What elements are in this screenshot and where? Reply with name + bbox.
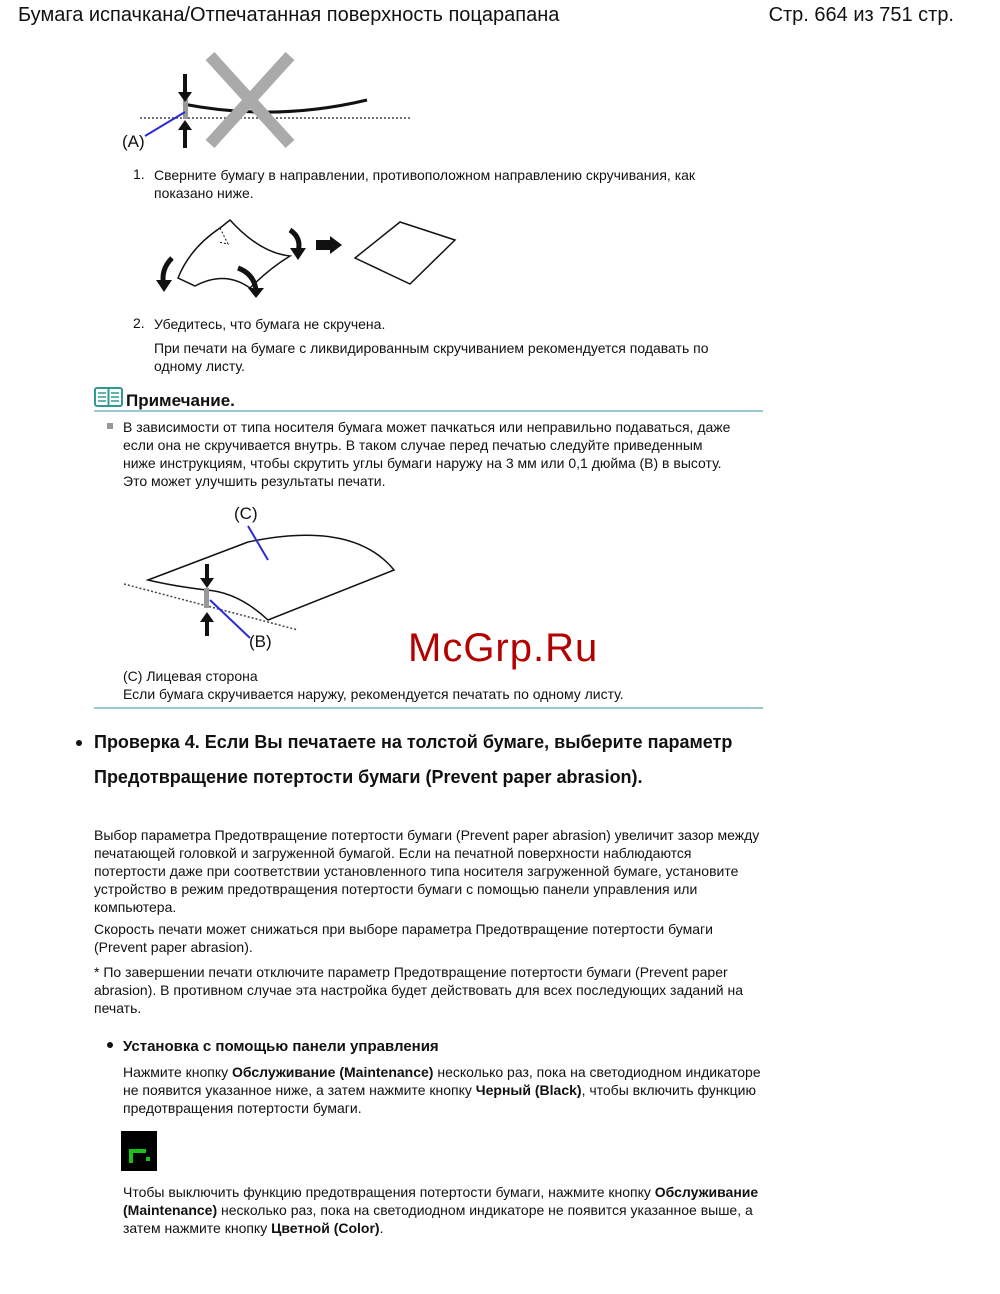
watermark: McGrp.Ru — [408, 626, 599, 670]
curled-sheet — [178, 220, 290, 288]
pointer-line-b — [210, 600, 250, 638]
section-bullet — [76, 740, 82, 746]
note-top-rule — [94, 410, 763, 412]
curled-paper-line — [183, 100, 367, 112]
step-2-extra: При печати на бумаге с ликвидированным скручиванием рекомендуется подавать по одному листу. — [154, 340, 709, 374]
section-paragraph-2: Скорость печати может снижаться при выборе параметра Предотвращение потертости бумаги (Prevent paper abrasion). — [94, 921, 713, 955]
note-caption-face: (C) Лицевая сторона — [123, 668, 258, 684]
note-book-icon — [94, 386, 124, 408]
up-arrow-head — [178, 120, 192, 130]
pointer-line-a — [145, 112, 185, 136]
curl-arrow-right-head — [290, 248, 306, 260]
section-heading: Проверка 4. Если Вы печатаете на толстой бумаге, выберите параметр Предотвращение потертости бумаги (Prevent paper abrasion). — [94, 732, 733, 787]
note-bottom-rule — [94, 707, 763, 709]
b-up-arrow-head — [200, 612, 214, 622]
sub-heading: Установка с помощью панели управления — [123, 1038, 439, 1055]
gap-marker — [183, 99, 188, 119]
step-1-text: Сверните бумагу в направлении, противоположном направлению скручивания, как показано ниже. — [154, 167, 696, 201]
note-title: Примечание. — [126, 391, 235, 410]
down-arrow-head — [178, 92, 192, 102]
step-1-number: 1. — [133, 166, 145, 182]
flat-sheet — [355, 222, 455, 284]
step-2-number: 2. — [133, 315, 145, 331]
led-indicator-icon — [121, 1131, 157, 1171]
gap-marker-b — [204, 588, 209, 608]
label-b: (B) — [249, 632, 272, 651]
step-2-text: Убедитесь, что бумага не скручена. — [154, 316, 386, 332]
page-number: Стр. 664 из 751 стр. — [768, 4, 954, 26]
maintenance-button-label: Обслуживание (Maintenance) — [232, 1064, 434, 1080]
note-caption-curl: Если бумага скручивается наружу, рекомендуется печатать по одному листу. — [123, 686, 624, 702]
color-button-label: Цветной (Color) — [271, 1220, 380, 1236]
note-bullet-square — [107, 423, 113, 429]
curl-arrow-left-head — [156, 280, 172, 292]
note-text: В зависимости от типа носителя бумага может пачкаться или неправильно подаваться, даже если она не скручивается внутрь. В таком случае перед печатью следуйте приведенным ниже инструкциям, чтобы скрутить углы бумаги наружу на 3 мм или 0,1 дюйма (B) в высоту. Это может улучшить результаты печати. — [123, 419, 731, 489]
label-a: (A) — [122, 132, 145, 151]
section-paragraph-3: * По завершении печати отключите параметр Предотвращение потертости бумаги (Prevent paper abrasion). В противном случае эта настройка будет действовать для всех последующих заданий на печать. — [94, 964, 743, 1016]
curl-arrow-bottom-head — [248, 288, 264, 298]
result-arrow-shaft — [316, 240, 330, 250]
curl-figure-top — [115, 52, 415, 152]
maintenance-button-label-2: Обслуживание (Maintenance) — [123, 1184, 759, 1218]
uncurl-figure — [150, 208, 470, 300]
instruction-disable: Чтобы выключить функцию предотвращения потертости бумаги, нажмите кнопку Обслуживание (Maintenance) несколько раз, пока на светодиодном индикаторе не появится указанное выше, а затем нажмите кнопку Цветной (Color). — [123, 1184, 759, 1236]
page-title: Бумага испачкана/Отпечатанная поверхность поцарапана — [18, 4, 560, 26]
result-arrow-head — [330, 236, 342, 254]
sub-bullet — [107, 1042, 113, 1048]
label-c: (C) — [234, 504, 258, 523]
instruction-enable: Нажмите кнопку Обслуживание (Maintenance) несколько раз, пока на светодиодном индикаторе не появится указанное ниже, а затем нажмите кнопку Черный (Black), чтобы включить функцию предотвращения потертости бумаги. — [123, 1064, 761, 1116]
sheet-outline — [148, 535, 394, 620]
section-paragraph-1: Выбор параметра Предотвращение потертости бумаги (Prevent paper abrasion) увеличит зазор между печатающей головкой и загруженной бумагой. Если на печатной поверхности наблюдаются потертости даже при соответствии установленного типа носителя загруженной бумаге, установите устройство в режим предотвращения потертости бумаги с помощью панели управления или компьютера. — [94, 827, 760, 915]
black-button-label: Черный (Black) — [475, 1082, 582, 1098]
